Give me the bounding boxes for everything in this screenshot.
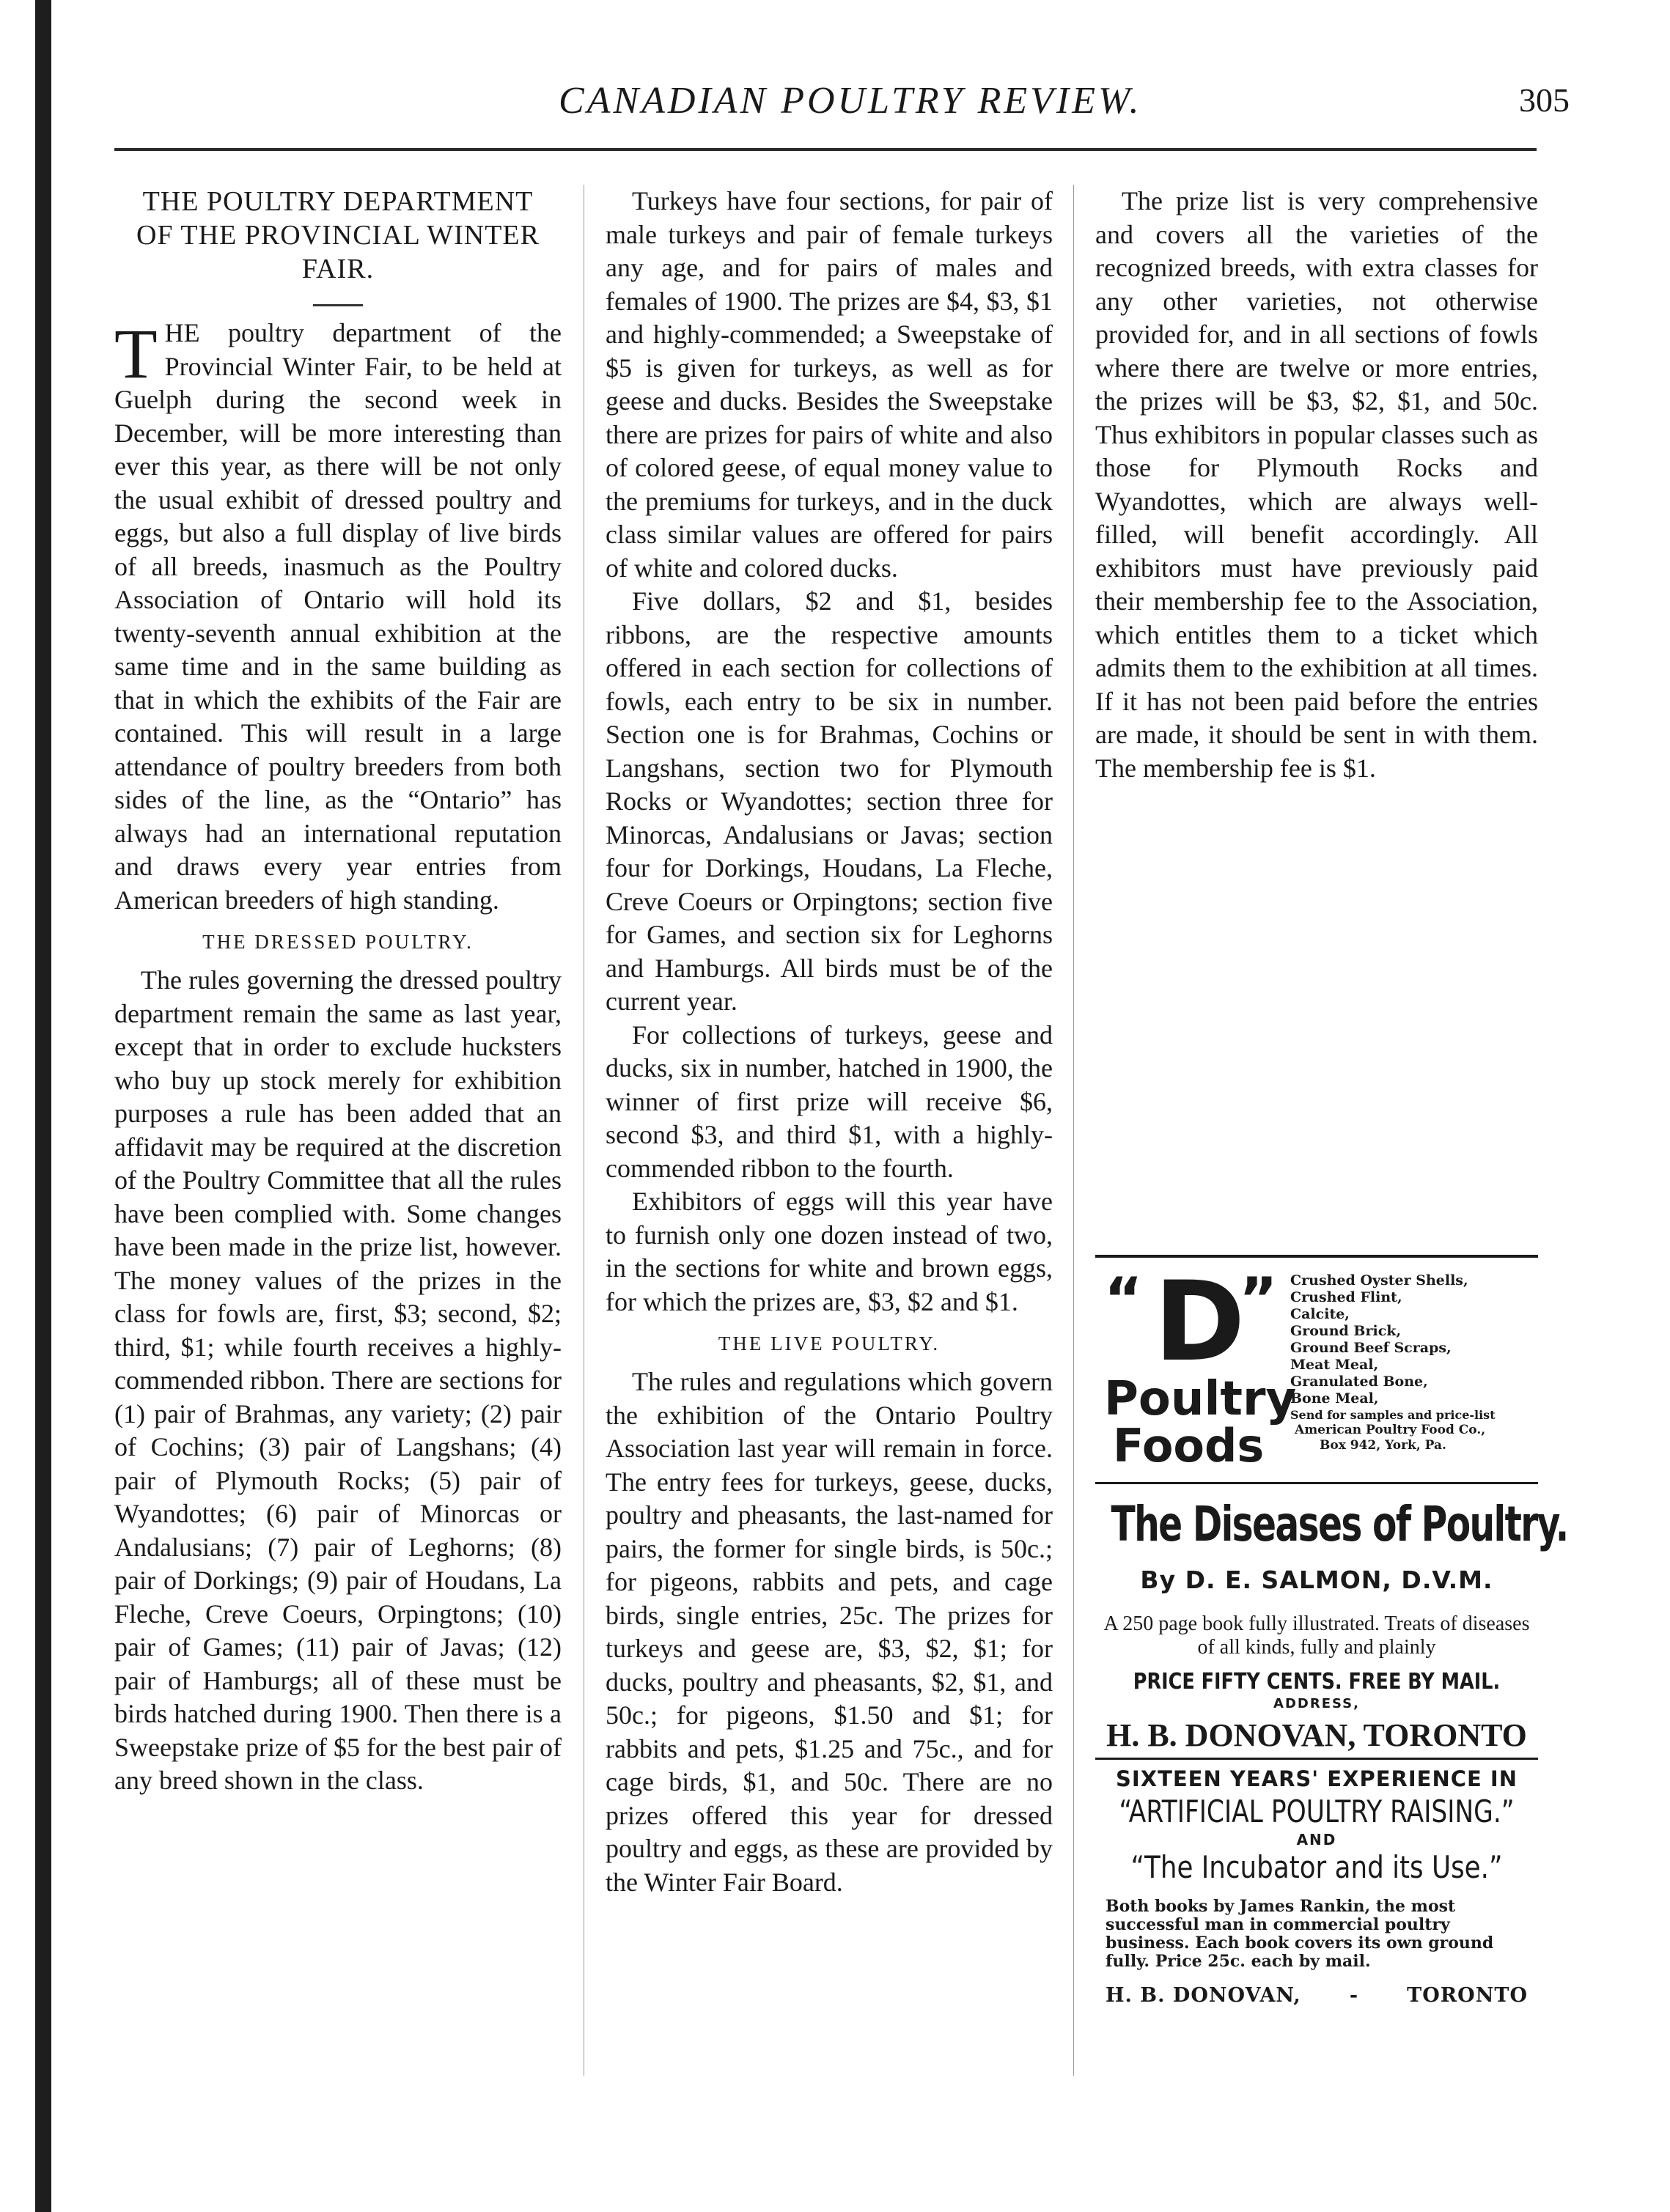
section-heading-dressed: THE DRESSED POULTRY. (202, 931, 474, 953)
and-label: AND (1296, 1831, 1337, 1848)
experience-line: SIXTEEN YEARS' EXPERIENCE IN (1116, 1766, 1518, 1791)
company-name: American Poultry Food Co., (1295, 1423, 1486, 1437)
product-item: Bone Meal, (1290, 1390, 1379, 1407)
book-price: PRICE FIFTY CENTS. FREE BY MAIL. (1133, 1669, 1501, 1695)
article-paragraph (114, 314, 562, 917)
product-item: Granulated Bone, (1290, 1374, 1428, 1390)
article-title: THE POULTRY DEPARTMENT OF THE PROVINCIAL WINTER FAIR. (136, 186, 540, 284)
product-item: Crushed Oyster Shells, (1290, 1272, 1468, 1289)
footer-dash: - (1349, 1984, 1359, 2007)
header-rule (114, 148, 1537, 151)
book-author: By D. E. SALMON, D.V.M. (1140, 1566, 1493, 1594)
ad-word-foods: Foods (1113, 1419, 1265, 1472)
ad-big-letter: D (1154, 1258, 1246, 1386)
ad-close-quote: ” (1239, 1265, 1278, 1333)
ad-word-poultry: Poultry (1104, 1372, 1297, 1426)
book-title-artificial: “ARTIFICIAL POULTRY RAISING.” (1119, 1793, 1515, 1829)
ad-rule (1095, 1255, 1538, 1258)
product-item: Ground Brick, (1290, 1323, 1402, 1339)
ad-open-quote: “ (1104, 1265, 1143, 1333)
section-heading-live: THE LIVE POULTRY. (718, 1332, 941, 1354)
product-item: Calcite, (1290, 1306, 1350, 1322)
ad-donovan-books (1095, 1495, 1568, 2009)
ad-product-list (1290, 1272, 1540, 1453)
drop-cap: T (114, 314, 158, 393)
ad-rule (1095, 1758, 1538, 1760)
article-paragraph: For collections of turkeys, geese and ducks, six in number, hatched in 1900, the winner of first prize will receive $6, second $3, and third $1, with a highly-commended ribbon to the fourth. (606, 1020, 1053, 1183)
ad-rule (1095, 1482, 1538, 1484)
page-number: 305 (1519, 81, 1570, 119)
footer-city: TORONTO (1407, 1984, 1528, 2007)
publisher-name: H. B. DONOVAN, TORONTO (1106, 1717, 1527, 1753)
title-dash (114, 290, 562, 306)
address-label: ADDRESS, (1273, 1696, 1360, 1711)
book-description: A 250 page book fully illustrated. Treats of diseases of all kinds, fully and plainly (1103, 1612, 1530, 1659)
article-paragraph: Turkeys have four sections, for pair of male turkeys and pair of female turkeys any age, and for pairs of males and females of 1900. The prizes are $4, $3, $1 and highly-commended; a Sweepstake of $5 is given for turkeys, as well as for geese and ducks. Besides the Sweepstake there are prizes for pairs of white and also of colored geese, of equal money value to the premiums for turkeys, and in the duck class similar values are offered for pairs of white and colored ducks. (606, 186, 1053, 583)
article-paragraph: The rules and regulations which govern the exhibition of the Ontario Poultry Association last year will remain in force. The entry fees for turkeys, geese, ducks, poultry and pheasants, the last-named for pairs, the former for single birds, is 50c.; for pigeons, rabbits and pets, and cage birds, single entries, 25c. The prizes for turkeys and geese are, $3, $2, $1; for ducks, poultry and pheasants, $2, $1, and 50c.; for pigeons, $1.50 and $1; for rabbits and pets, $1.25 and 75c., and for cage birds, $1, and 50c. There are no prizes offered this year for dressed poultry and eggs, as these are provided by the Winter Fair Board. (606, 1367, 1053, 1897)
book-title-incubator: “The Incubator and its Use.” (1130, 1849, 1503, 1885)
book-title-diseases: The Diseases of Poultry. (1111, 1496, 1568, 1552)
article-paragraph: The prize list is very comprehensive and covers all the varieties of the recognized breeds, with extra classes for any other varieties, not otherwise provided for, and in all sections of fowls where there are twelve or more entries, the prizes will be $3, $2, $1, and 50c. Thus exhibitors in popular classes such as those for Plymouth Rocks and Wyandottes, which are always well-filled, will benefit accordingly. All exhibitors must have previously paid their membership fee to the Association, which entitles them to a ticket which admits them to the exhibition at all times. If it has not been paid before the entries are made, it should be sent in with them. The membership fee is $1. (1095, 186, 1538, 783)
article-paragraph: Five dollars, $2 and $1, besides ribbons, are the respective amounts offered in each section for collections of fowls, each entry to be six in number. Section one is for Brahmas, Cochins or Langshans, section two for Plymouth Rocks or Wyandottes; section three for Minorcas, Andalusians or Javas; section four for Dorkings, Houdans, La Fleche, Creve Coeurs or Orpingtons; section five for Games, and section six for Leghorns and Hamburgs. All birds must be of the current year. (606, 586, 1053, 1016)
books-description: Both books by James Rankin, the most successful man in commercial poultry business. Each book covers its own ground fully. Price 25c. each by mail. (1106, 1897, 1494, 1971)
column-divider (1073, 185, 1074, 2076)
company-address: Box 942, York, Pa. (1320, 1438, 1446, 1453)
product-item: Crushed Flint, (1290, 1289, 1402, 1305)
article-paragraph: Exhibitors of eggs will this year have to furnish only one dozen instead of two, in the sections for white and brown eggs, for which the prizes are, $3, $2 and $1. (606, 1187, 1053, 1316)
paragraph-text: HE poultry department of the Provincial Winter Fair, to be held at Guelph during the second week in December, will be more interesting than ever this year, as there will be not only the usual exhibit of dressed poultry and eggs, but also a full display of live birds of all breeds, inasmuch as the Poultry Association of Ontario will hold its twenty-seventh annual exhibition at the same time and in the same building as that in which the exhibits of the Fair are contained. This will result in a large attendance of poultry breeders from both sides of the line, as the “Ontario” has always had an international reputation and draws every year entries from American breeders of high standing. (114, 318, 562, 915)
article-paragraph: The rules governing the dressed poultry department remain the same as last year, except that in order to exclude hucksters who buy up stock merely for exhibition purposes a rule has been added that an affidavit may be required at the discretion of the Poultry Committee that all the rules have been complied with. Some changes have been made in the prize list, however. The money values of the prizes in the class for fowls are, first, $3; second, $2; third, $1; while fourth receives a highly-commended ribbon. There are sections for (1) pair of Brahmas, any variety; (2) pair of Cochins; (3) pair of Langshans; (4) pair of Plymouth Rocks; (5) pair of Wyandottes; (6) pair of Minorcas or Andalusians; (7) pair of Leghorns; (8) pair of Dorkings; (9) pair of Houdans, La Fleche, Creve Coeurs, Orpingtons; (10) pair of Games; (11) pair of Javas; (12) pair of Hamburgs; all of these must be birds hatched during 1900. Then there is a Sweepstake prize of $5 for the best pair of any breed shown in the class. (114, 965, 562, 1795)
ad-poultry-foods (1095, 1258, 1538, 1473)
product-item: Meat Meal, (1290, 1357, 1379, 1373)
ad-footer (1095, 1983, 1538, 2009)
footer-name: H. B. DONOVAN, (1106, 1984, 1301, 2007)
article-column-2 (606, 185, 1053, 2076)
article-column-3 (1095, 185, 1538, 1240)
running-head: CANADIAN POULTRY REVIEW. (559, 80, 1142, 122)
product-item: Ground Beef Scraps, (1290, 1340, 1452, 1356)
samples-line: Send for samples and price-list (1290, 1408, 1496, 1422)
article-column-1 (114, 185, 562, 2076)
binding-edge (35, 0, 51, 2212)
